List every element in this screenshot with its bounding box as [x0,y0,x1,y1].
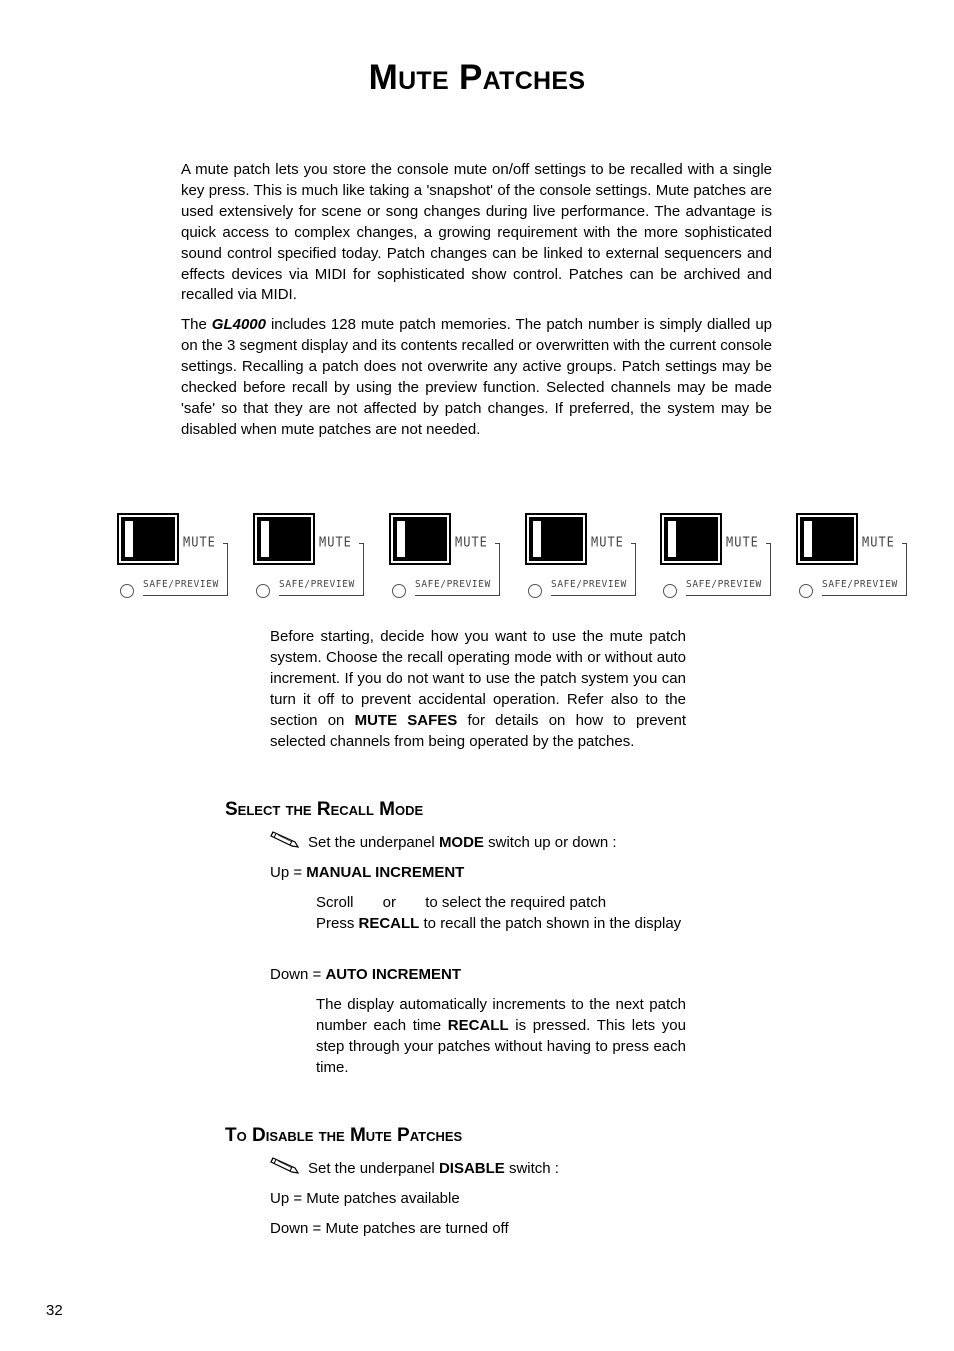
down-prefix: Down = [270,966,326,983]
safe-preview-label: SAFE/PREVIEW [279,579,355,590]
auto-before: The display automatically increments to the next patch number each time [316,996,686,1034]
page-number: 32 [46,1302,63,1319]
mode-switch-name: MODE [438,834,484,851]
page-title: Mute Patches [368,58,586,97]
auto-increment-paragraph [316,995,686,1079]
mute-panel [525,513,637,599]
para3-after: for details on how to prevent selected channels from being operated by the patches. [270,711,686,750]
safe-led-icon [663,584,677,598]
para3-before: Before starting, decide how you want to use the mute patch system. Choose the recall operating mode with or without auto increment. If you do not want to use the patch system you can turn it off to prevent accidental operation. Refer also to the section on [270,628,686,729]
mute-button[interactable] [117,513,179,565]
safe-preview-label: SAFE/PREVIEW [686,579,762,590]
mute-button[interactable] [796,513,858,565]
para2-rest: includes 128 mute patch memories. The patch number is simply dialled up on the 3 segment display and its contents recalled or overwritten with the current console settings. Recalling a patch does not overwrite any active groups. Patch settings may be checked before recall by using the preview function. Selected channels may be made 'safe' so that they are not affected by patch changes. If preferred, the system may be disabled when mute patches are not needed. [181,316,773,438]
mute-label: MUTE [183,534,216,550]
safe-preview-label: SAFE/PREVIEW [415,579,491,590]
press-suffix: to recall the patch shown in the display [419,915,682,932]
auto-after: is pressed. This lets you step through your patches without having to press each time. [316,1016,686,1076]
mute-label: MUTE [726,534,759,550]
up-prefix: Up = [270,864,307,881]
safe-led-icon [392,584,406,598]
auto-increment: AUTO INCREMENT [325,966,462,983]
disable-instr-prefix: Set the underpanel [308,1160,439,1177]
mute-button[interactable] [660,513,722,565]
scroll-line: Scroll or to select the required patch [316,894,607,911]
safe-led-icon [120,584,134,598]
mute-label: MUTE [862,534,895,550]
mute-button[interactable] [525,513,587,565]
press-prefix: Press [316,915,359,932]
section-heading-disable: To Disable the Mute Patches [225,1125,463,1146]
mute-label: MUTE [319,534,352,550]
mute-panel [796,513,908,599]
disable-switch-name: DISABLE [438,1160,505,1177]
pencil-icon [270,829,302,849]
para2-prefix: The [181,316,212,333]
safe-preview-label: SAFE/PREVIEW [822,579,898,590]
disable-down-line: Down = Mute patches are turned off [270,1220,509,1237]
manual-increment: MANUAL INCREMENT [306,864,465,881]
mode-instruction [270,829,617,854]
down-auto-line [270,965,461,986]
mode-instr-prefix: Set the underpanel [308,834,439,851]
mode-instr-suffix: switch up or down : [483,834,617,851]
disable-instr-suffix: switch : [504,1160,559,1177]
mute-panel [389,513,501,599]
mute-panel [660,513,772,599]
safe-led-icon [528,584,542,598]
mute-panel [117,513,229,599]
press-recall-line [316,914,686,935]
disable-up-line: Up = Mute patches available [270,1190,460,1207]
recall-key: RECALL [358,915,420,932]
safe-led-icon [799,584,813,598]
before-starting-paragraph [270,627,686,752]
mute-label: MUTE [591,534,624,550]
gl4000-paragraph [181,315,772,440]
mute-panel-strip [117,513,917,603]
product-name: GL4000 [211,316,266,333]
intro-paragraph: A mute patch lets you store the console mute on/off settings to be recalled with a single key press. This is much like taking a 'snapshot' of the console settings. Mute patches are used extensively for scene or song changes during live performance. The advantage is quick access to complex changes, a growing requirement with the more sophisticated sound control specified today. Patch changes can be linked to external sequencers and effects devices via MIDI for sophisticated show control. Patches can be archived and recalled via MIDI. [181,161,772,304]
safe-led-icon [256,584,270,598]
mute-label: MUTE [455,534,488,550]
mute-button[interactable] [389,513,451,565]
mute-button[interactable] [253,513,315,565]
disable-instruction [270,1155,559,1180]
mute-safes-ref: MUTE SAFES [354,711,458,729]
mute-panel [253,513,365,599]
safe-preview-label: SAFE/PREVIEW [143,579,219,590]
recall-key-2: RECALL [447,1016,509,1034]
safe-preview-label: SAFE/PREVIEW [551,579,627,590]
up-manual-line [270,863,464,884]
pencil-icon [270,1155,302,1175]
section-heading-recall-mode: Select the Recall Mode [225,799,424,820]
